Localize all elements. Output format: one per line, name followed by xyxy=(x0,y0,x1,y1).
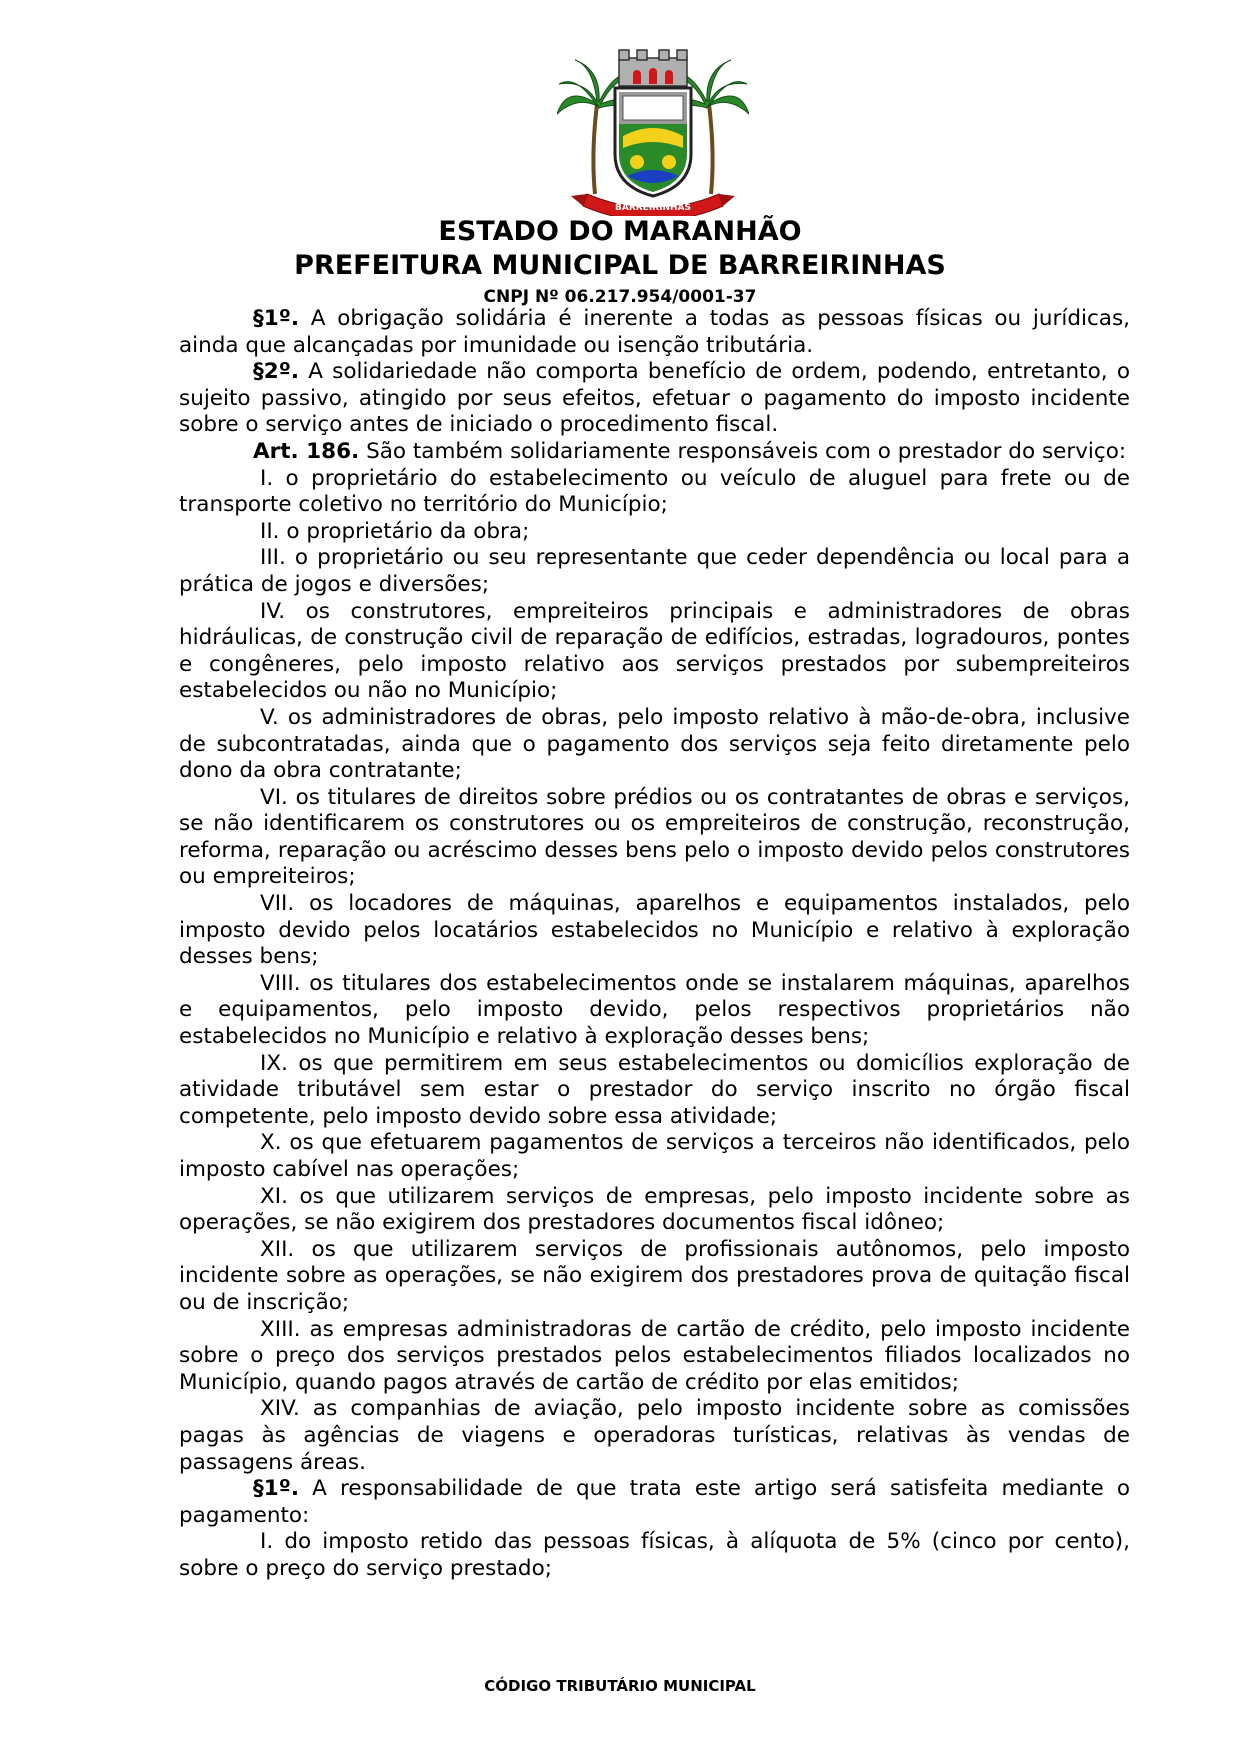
paragraph-text: XI. os que utilizarem serviços de empresas, pelo imposto incidente sobre as operações, se não exigirem dos prestadores documentos fiscal idôneo; xyxy=(179,1183,1130,1236)
mural-crown-icon xyxy=(619,50,687,86)
list-item xyxy=(179,599,1130,705)
list-item xyxy=(179,1051,1130,1131)
article-paragraph xyxy=(179,439,1130,466)
paragraph-label: §1º. xyxy=(253,306,300,331)
article-paragraph xyxy=(179,306,1130,359)
list-item xyxy=(179,1396,1130,1476)
footer-title: CÓDIGO TRIBUTÁRIO MUNICIPAL xyxy=(484,1677,756,1695)
paragraph-label: §2º. xyxy=(253,359,300,385)
paragraph-text: VIII. os titulares dos estabelecimentos onde se instalarem máquinas, aparelhos e equipamentos, pelo imposto devido, pelos respectivos proprietários não estabelecidos no Município e relativo à exploração desses bens; xyxy=(179,970,1130,1050)
paragraph-text: VII. os locadores de máquinas, aparelhos e equipamentos instalados, pelo imposto devido pelos locatários estabelecidos no Município e relativo à exploração desses bens; xyxy=(179,891,1130,970)
list-item xyxy=(179,1184,1130,1237)
paragraph-label: Art. 186. xyxy=(253,438,360,464)
list-item xyxy=(179,1317,1130,1397)
paragraph-text: IX. os que permitirem em seus estabelecimentos ou domicílios exploração de atividade tributável sem estar o prestador do serviço inscrito no órgão fiscal competente, pelo imposto devido sobre essa atividade; xyxy=(179,1050,1130,1129)
paragraph-text: A responsabilidade de que trata este artigo será satisfeita mediante o pagamento: xyxy=(179,1476,1130,1528)
cnpj-line: CNPJ Nº 06.217.954/0001-37 xyxy=(483,287,757,307)
paragraph-text: III. o proprietário ou seu representante que ceder dependência ou local para a prática de jogos e diversões; xyxy=(179,545,1130,597)
paragraph-text: II. o proprietário da obra; xyxy=(260,518,530,544)
paragraph-text: A solidariedade não comporta benefício de ordem, podendo, entretanto, o sujeito passivo, atingido por seus efeitos, efetuar o pagamento do imposto incidente sobre o serviço antes de iniciado o procedimento fiscal. xyxy=(179,359,1130,438)
shield-icon xyxy=(615,88,691,196)
list-item xyxy=(179,1237,1130,1317)
list-item xyxy=(179,705,1130,785)
list-item xyxy=(179,891,1130,971)
paragraph-text: I. do imposto retido das pessoas físicas, à alíquota de 5% (cinco por cento), sobre o preço do serviço prestado; xyxy=(179,1529,1130,1581)
list-item xyxy=(179,545,1130,598)
article-paragraph xyxy=(179,359,1130,439)
paragraph-text: São também solidariamente responsáveis com o prestador do serviço: xyxy=(359,438,1127,464)
crest-ribbon-text: BARREIRINHAS xyxy=(615,203,691,213)
paragraph-text: IV. os construtores, empreiteiros principais e administradores de obras hidráulicas, de construção civil de reparação de edifícios, estradas, logradouros, pontes e congêneres, pelo imposto relativo aos serviços prestados por subempreiteiros estabelecidos ou não no Município; xyxy=(179,598,1130,704)
paragraph-text: X. os que efetuarem pagamentos de serviços a terceiros não identificados, pelo imposto cabível nas operações; xyxy=(179,1130,1130,1182)
list-item xyxy=(179,1130,1130,1183)
municipal-crest xyxy=(557,44,749,216)
paragraph-text: I. o proprietário do estabelecimento ou veículo de aluguel para frete ou de transporte coletivo no território do Município; xyxy=(179,465,1130,518)
paragraph-label: §1º. xyxy=(253,1476,300,1502)
list-item xyxy=(179,519,1130,546)
document-body xyxy=(179,306,1130,1583)
paragraph-text: XIII. as empresas administradoras de cartão de crédito, pelo imposto incidente sobre o preço dos serviços prestados pelos estabelecimentos filiados localizados no Município, quando pagos através de cartão de crédito por elas emitidos; xyxy=(179,1316,1130,1395)
paragraph-text: XIV. as companhias de aviação, pelo imposto incidente sobre as comissões pagas às agências de viagens e operadoras turísticas, relativas às vendas de passagens áreas. xyxy=(179,1396,1130,1475)
paragraph-text: XII. os que utilizarem serviços de profissionais autônomos, pelo imposto incidente sobre as operações, se não exigirem dos prestadores prova de quitação fiscal ou de inscrição; xyxy=(179,1236,1130,1315)
article-paragraph xyxy=(179,1476,1130,1529)
list-item xyxy=(179,785,1130,891)
paragraph-text: A obrigação solidária é inerente a todas as pessoas físicas ou jurídicas, ainda que alcançadas por imunidade ou isenção tributária. xyxy=(179,306,1130,358)
list-item xyxy=(179,466,1130,519)
list-item xyxy=(179,1529,1130,1582)
state-heading: ESTADO DO MARANHÃO xyxy=(438,216,802,247)
list-item xyxy=(179,971,1130,1051)
paragraph-text: V. os administradores de obras, pelo imposto relativo à mão-de-obra, inclusive de subcontratadas, ainda que o pagamento dos serviços seja feito diretamente pelo dono da obra contratante; xyxy=(179,704,1130,784)
prefecture-heading: PREFEITURA MUNICIPAL DE BARREIRINHAS xyxy=(294,250,946,281)
paragraph-text: VI. os titulares de direitos sobre prédios ou os contratantes de obras e serviços, se não identificarem os construtores ou os empreiteiros de construção, reconstrução, reforma, reparação ou acréscimo desses bens pelo o imposto devido pelos construtores ou empreiteiros; xyxy=(179,784,1130,890)
